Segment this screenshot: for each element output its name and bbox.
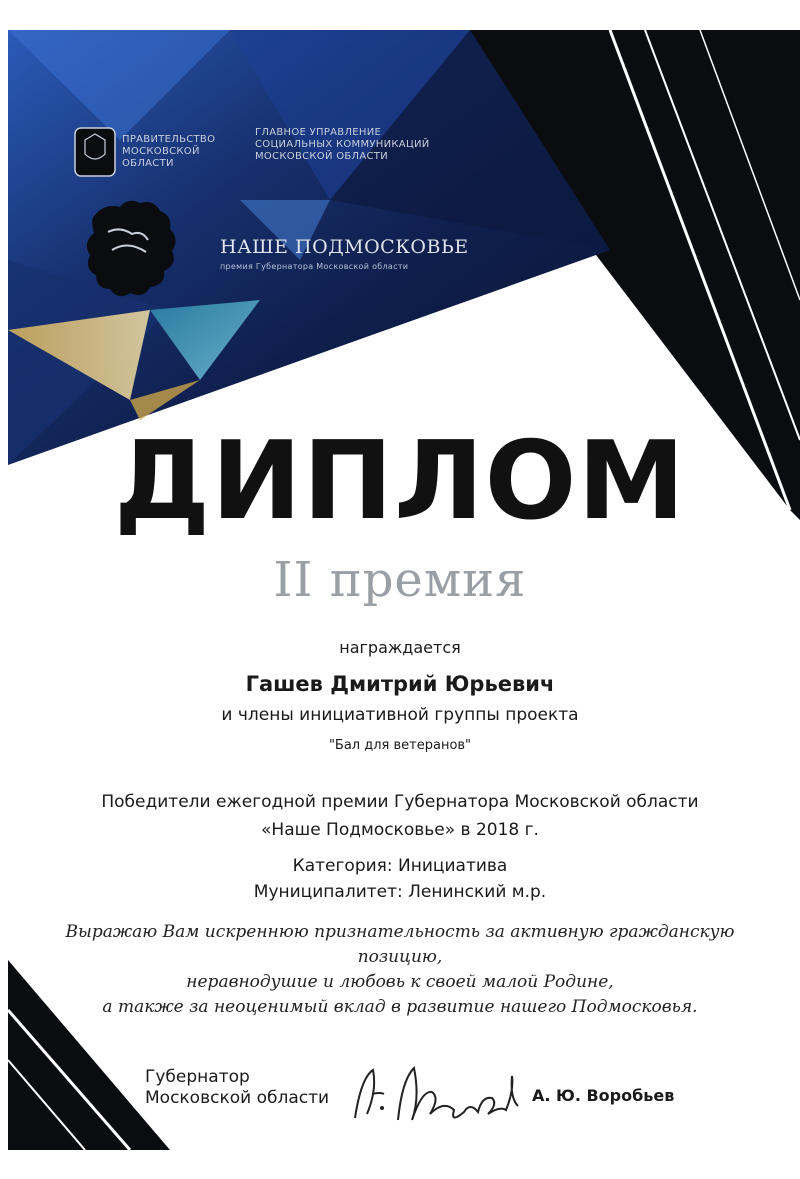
department-line: СОЦИАЛЬНЫХ КОММУНИКАЦИЙ [255, 139, 430, 150]
awarded-text: награждается [339, 638, 461, 657]
signatory-name: А. Ю. Воробьев [532, 1086, 675, 1105]
winners-line: Победители ежегодной премии Губернатора Московской области [101, 792, 699, 812]
prize-level: II премия [273, 552, 527, 608]
brand-subtitle: премия Губернатора Московской области [220, 262, 409, 271]
municipality-line: Муниципалитет: Ленинский м.р. [253, 882, 547, 902]
members-text: и члены инициативной группы проекта [221, 705, 579, 725]
gratitude-line: Выражаю Вам искреннюю признательность за активную гражданскую позицию, [65, 922, 735, 967]
gratitude-line: неравнодушие и любовь к своей малой Родине, [186, 972, 614, 992]
position-line: Московской области [145, 1088, 330, 1108]
recipient-name: Гашев Дмитрий Юрьевич [245, 672, 555, 696]
prize-name-line: «Наше Подмосковье» в 2018 г. [261, 820, 539, 840]
department-block [255, 127, 430, 163]
brand-title: НАШЕ ПОДМОСКОВЬЕ [220, 236, 469, 258]
department-line: ГЛАВНОЕ УПРАВЛЕНИЕ [255, 127, 382, 138]
project-name: "Бал для ветеранов" [328, 738, 472, 753]
gratitude-line: а также за неоценимый вклад в развитие нашего Подмосковья. [102, 997, 698, 1017]
signatory-position [145, 1067, 329, 1109]
diploma-title: ДИПЛОМ [114, 419, 686, 544]
coat-of-arms-caption: ПРАВИТЕЛЬСТВО МОСКОВСКОЙ ОБЛАСТИ [122, 134, 216, 169]
category-line: Категория: Инициатива [292, 856, 508, 876]
department-line: МОСКОВСКОЙ ОБЛАСТИ [255, 151, 388, 162]
gratitude-text [40, 920, 760, 1020]
position-line: Губернатор [145, 1067, 250, 1087]
